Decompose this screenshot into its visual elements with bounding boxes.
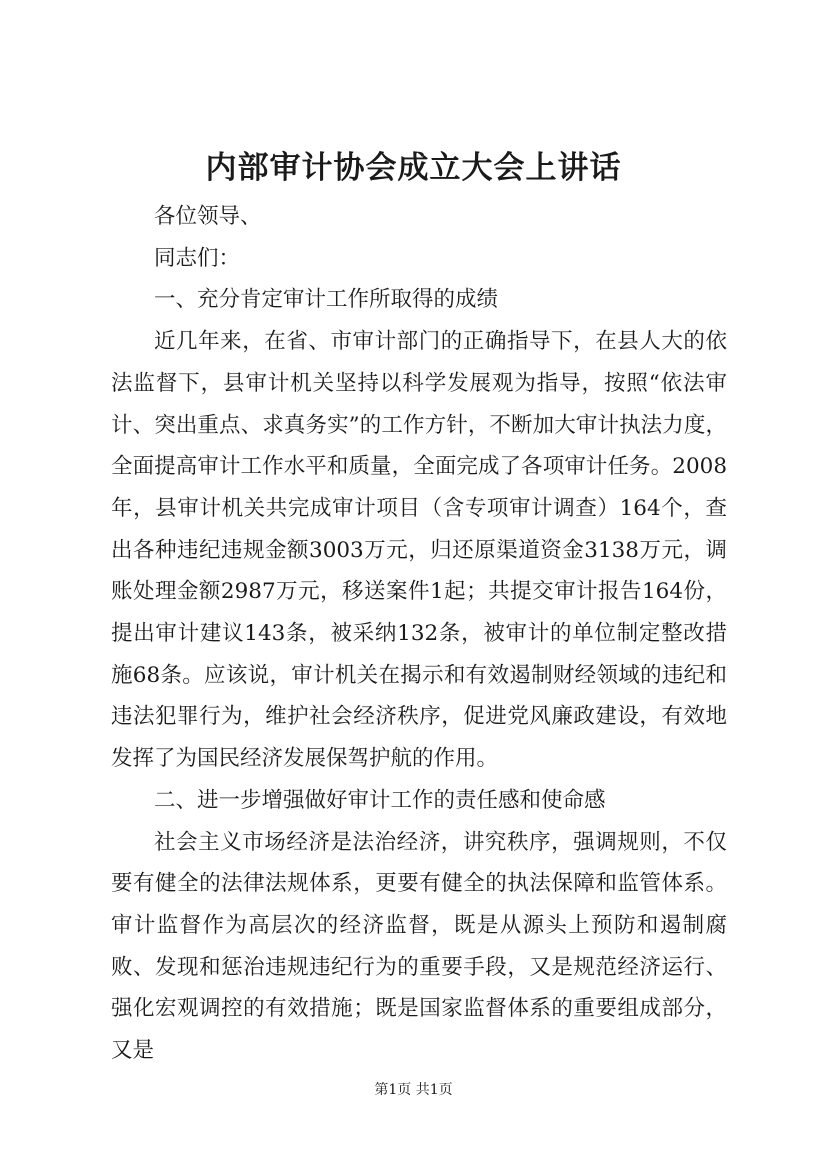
page-title: 内部审计协会成立大会上讲话 <box>205 150 622 186</box>
salutation-line: 各位领导、 <box>154 204 262 229</box>
document-body <box>111 196 727 1072</box>
body-paragraph: 社会主义市场经济是法治经济，讲究秩序，强调规则，不仅要有健全的法律法规体系，更要有健全的执法保障和监管体系。审计监督作为高层次的经济监督，既是从源头上预防和遏制腐败、发现和惩治违规违纪行为的重要手段，又是规范经济运行、强化宏观调控的有效措施；既是国家监督体系的重要组成部分，又是 <box>111 829 727 1064</box>
section-heading: 二、进一步增强做好审计工作的责任感和使命感 <box>154 787 606 813</box>
page-footer: 第1页 共1页 <box>374 1082 453 1098</box>
salutation-line: 同志们： <box>154 245 241 271</box>
body-paragraph: 近几年来，在省、市审计部门的正确指导下，在县人大的依法监督下，县审计机关坚持以科学发展观为指导，按照“依法审计、突出重点、求真务实”的工作方针，不断加大审计执法力度，全面提高审计工作水平和质量，全面完成了各项审计任务。2008年，县审计机关共完成审计项目（含专项审计调查）164个，查出各种违纪违规金额3003万元，归还原渠道资金3138万元，调账处理金额2987万元，移送案件1起；共提交审计报告164份，提出审计建议143条，被采纳132条，被审计的单位制定整改措施68条。应该说，审计机关在揭示和有效遏制财经领域的违纪和违法犯罪行为，维护社会经济秩序，促进党风廉政建设，有效地发挥了为国民经济发展保驾护航的作用。 <box>111 329 727 772</box>
section-heading: 一、充分肯定审计工作所取得的成绩 <box>154 287 499 313</box>
